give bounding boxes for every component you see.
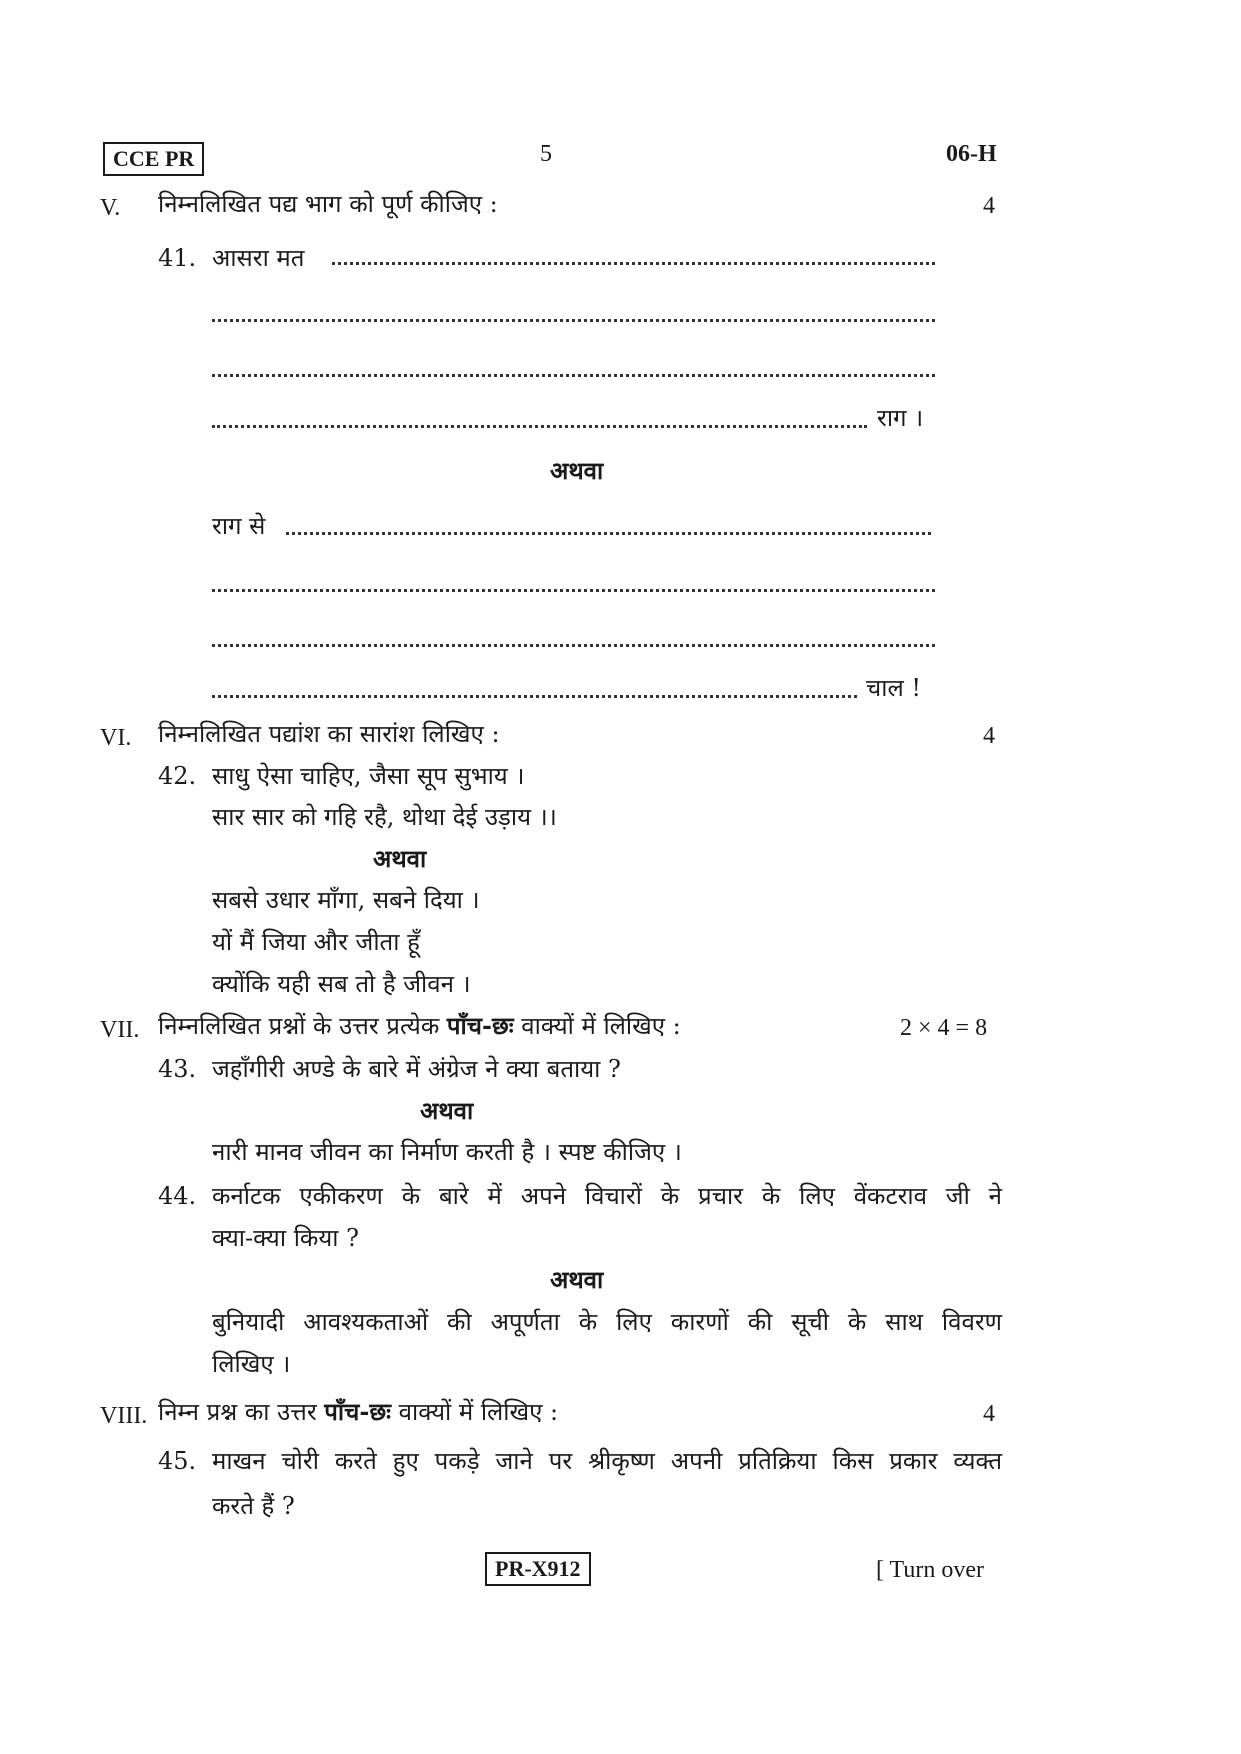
q45-line-2: करते हैं ? xyxy=(212,1492,295,1520)
q41-blank-line-4 xyxy=(212,425,867,428)
q44-line-2: क्या-क्या किया ? xyxy=(212,1224,359,1252)
section-vi-numeral: VI. xyxy=(100,725,132,751)
q42-number: 42. xyxy=(158,762,197,790)
q41-alt-blank-line-3 xyxy=(212,644,935,647)
q44-line-1: कर्नाटक एकीकरण के बारे में अपने विचारों के प्रचार के लिए वेंकटराव जी ने xyxy=(212,1182,1002,1210)
q43-or-label: अथवा xyxy=(420,1096,474,1125)
section-vi-instruction: निम्नलिखित पद्यांश का सारांश लिखिए : xyxy=(158,720,500,748)
q41-number: 41. xyxy=(158,244,197,272)
q44-alt-line-2: लिखिए । xyxy=(212,1350,291,1378)
q41-start-text: आसरा मत xyxy=(212,244,305,272)
q42-alt-line-3: क्योंकि यही सब तो है जीवन । xyxy=(212,970,471,998)
q42-line-2: सार सार को गहि रहै, थोथा देई उड़ाय ।। xyxy=(212,803,557,831)
turn-over-text: [ Turn over xyxy=(876,1557,985,1583)
section-viii-instruction-post: वाक्यों में लिखिए : xyxy=(398,1398,559,1426)
q41-alt-blank-line-4 xyxy=(212,695,857,698)
section-vii-instruction xyxy=(158,1012,681,1041)
series-code-box: CCE PR xyxy=(103,142,204,176)
section-vii-numeral: VII. xyxy=(100,1017,140,1043)
q42-or-label: अथवा xyxy=(373,844,427,873)
section-vii-marks: 2 × 4 = 8 xyxy=(900,1015,988,1041)
q43-number: 43. xyxy=(158,1055,197,1083)
q42-line-1: साधु ऐसा चाहिए, जैसा सूप सुभाय । xyxy=(212,762,525,790)
q43-text: जहाँगीरी अण्डे के बारे में अंग्रेज ने क्या बताया ? xyxy=(212,1055,621,1083)
q45-line-1: माखन चोरी करते हुए पकड़े जाने पर श्रीकृष्ण अपनी प्रतिक्रिया किस प्रकार व्यक्त xyxy=(212,1447,1002,1475)
section-viii-instruction-pre: निम्न प्रश्न का उत्तर xyxy=(158,1398,317,1426)
q41-alt-start-text: राग से xyxy=(212,512,266,540)
paper-code: 06-H xyxy=(946,141,997,167)
q41-alt-blank-line-1 xyxy=(286,532,931,535)
booklet-code-box: PR-X912 xyxy=(485,1552,591,1586)
q41-alt-blank-line-2 xyxy=(212,589,935,592)
q41-blank-line-3 xyxy=(212,374,935,377)
q42-alt-line-1: सबसे उधार माँगा, सबने दिया । xyxy=(212,886,480,914)
section-viii-instruction xyxy=(158,1398,558,1427)
q44-or-label: अथवा xyxy=(550,1265,604,1294)
q41-end-text: राग । xyxy=(877,404,924,432)
q42-alt-line-2: यों मैं जिया और जीता हूँ xyxy=(212,928,420,956)
q45-number: 45. xyxy=(158,1447,197,1475)
section-vii-instruction-bold: पाँच-छः xyxy=(446,1011,514,1040)
q41-or-label: अथवा xyxy=(550,456,604,485)
q43-alt-text: नारी मानव जीवन का निर्माण करती है । स्पष्ट कीजिए । xyxy=(212,1138,682,1166)
q44-alt-line-1: बुनियादी आवश्यकताओं की अपूर्णता के लिए कारणों की सूची के साथ विवरण xyxy=(212,1308,1002,1336)
section-vii-instruction-pre: निम्नलिखित प्रश्नों के उत्तर प्रत्येक xyxy=(158,1012,440,1040)
q44-number: 44. xyxy=(158,1182,197,1210)
section-vii-instruction-post: वाक्यों में लिखिए : xyxy=(521,1012,681,1040)
q41-blank-line-1 xyxy=(332,262,935,265)
q41-alt-end-text: चाल ! xyxy=(866,674,922,702)
section-v-numeral: V. xyxy=(100,195,121,221)
page-number: 5 xyxy=(540,141,552,167)
section-v-instruction: निम्नलिखित पद्य भाग को पूर्ण कीजिए : xyxy=(158,190,498,218)
section-vi-marks: 4 xyxy=(983,723,995,749)
section-v-marks: 4 xyxy=(983,193,995,219)
section-viii-instruction-bold: पाँच-छः xyxy=(324,1397,392,1426)
q41-blank-line-2 xyxy=(212,319,935,322)
section-viii-marks: 4 xyxy=(983,1401,995,1427)
section-viii-numeral: VIII. xyxy=(100,1403,148,1429)
